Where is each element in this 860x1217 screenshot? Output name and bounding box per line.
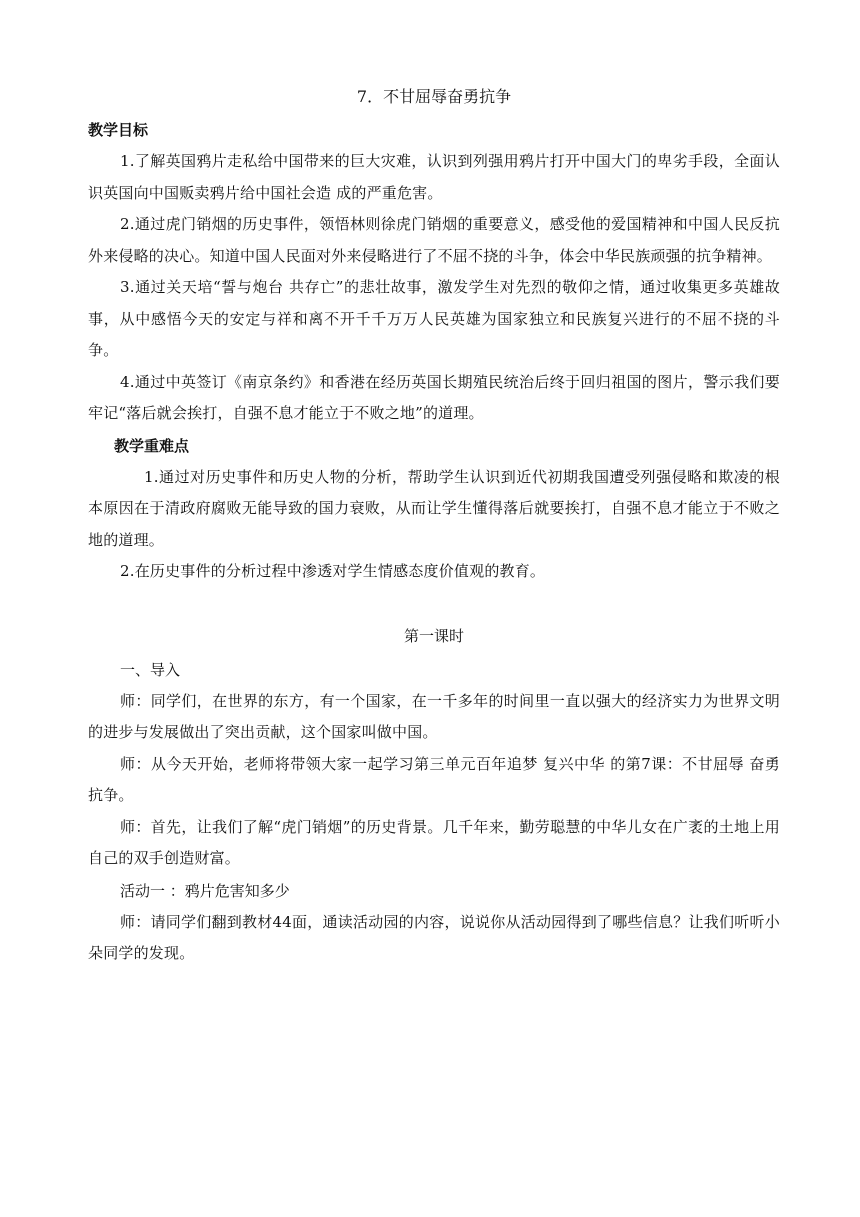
teacher-line-3: 师：首先，让我们了解“虎门销烟”的历史背景。几千年来，勤劳聪慧的中华儿女在广袤的土地上用自己的双手创造财富。 (88, 817, 780, 867)
goals-heading: 教学目标 (88, 121, 149, 139)
teacher-line-2: 师：从今天开始，老师将带领大家一起学习第三单元百年追梦 复兴中华 的第7课：不甘屈辱 奋勇抗争。 (88, 754, 780, 804)
goal-item-3: 3.通过关天培“誓与炮台 共存亡”的悲壮故事，激发学生对先烈的敬仰之情，通过收集更多英雄故事，从中感悟今天的安定与祥和离不开千千万万人民英雄为国家独立和民族复兴进行的不屈不挠的斗争。 (88, 278, 780, 359)
difficulty-item-2: 2.在历史事件的分析过程中渗透对学生情感态度价值观的教育。 (120, 562, 546, 580)
teacher-line-1: 师：同学们，在世界的东方，有一个国家，在一千多年的时间里一直以强大的经济实力为世界文明的进步与发展做出了突出贡献，这个国家叫做中国。 (88, 691, 780, 741)
activity-title: 活动一 ：鸦片危害知多少 (120, 881, 290, 900)
activity-teacher-line: 师：请同学们翻到教材44面，通读活动园的内容，说说你从活动园得到了哪些信息？让我们听听小朵同学的发现。 (88, 912, 780, 962)
document-page (88, 80, 780, 970)
lesson-title: 第一课时 (403, 626, 464, 645)
goal-item-2: 2.通过虎门销烟的历史事件，领悟林则徐虎门销烟的重要意义，感受他的爱国精神和中国人民反抗外来侵略的决心。知道中国人民面对外来侵略进行了不屈不挠的斗争，体会中华民族顽强的抗争精神。 (88, 215, 780, 265)
goal-item-1: 1.了解英国鸦片走私给中国带来的巨大灾难，认识到列强用鸦片打开中国大门的卑劣手段，全面认识英国向中国贩卖鸦片给中国社会造 成的严重危害。 (88, 152, 780, 202)
section-intro: 一、导入 (120, 660, 181, 679)
section-spacer (88, 588, 780, 618)
difficulty-item-1: 1.通过对历史事件和历史人物的分析，帮助学生认识到近代初期我国遭受列强侵略和欺凌的根本原因在于清政府腐败无能导致的国力衰败，从而让学生懂得落后就要挨打，自强不息才能立于不败之地的道理。 (88, 467, 780, 549)
goal-item-4: 4.通过中英签订《南京条约》和香港在经历英国长期殖民统治后终于回归祖国的图片，警示我们要牢记“落后就会挨打，自强不息才能立于不败之地”的道理。 (88, 372, 780, 422)
document-title: 7．不甘屈辱奋勇抗争 (356, 87, 512, 106)
difficulty-heading: 教学重难点 (114, 436, 190, 455)
